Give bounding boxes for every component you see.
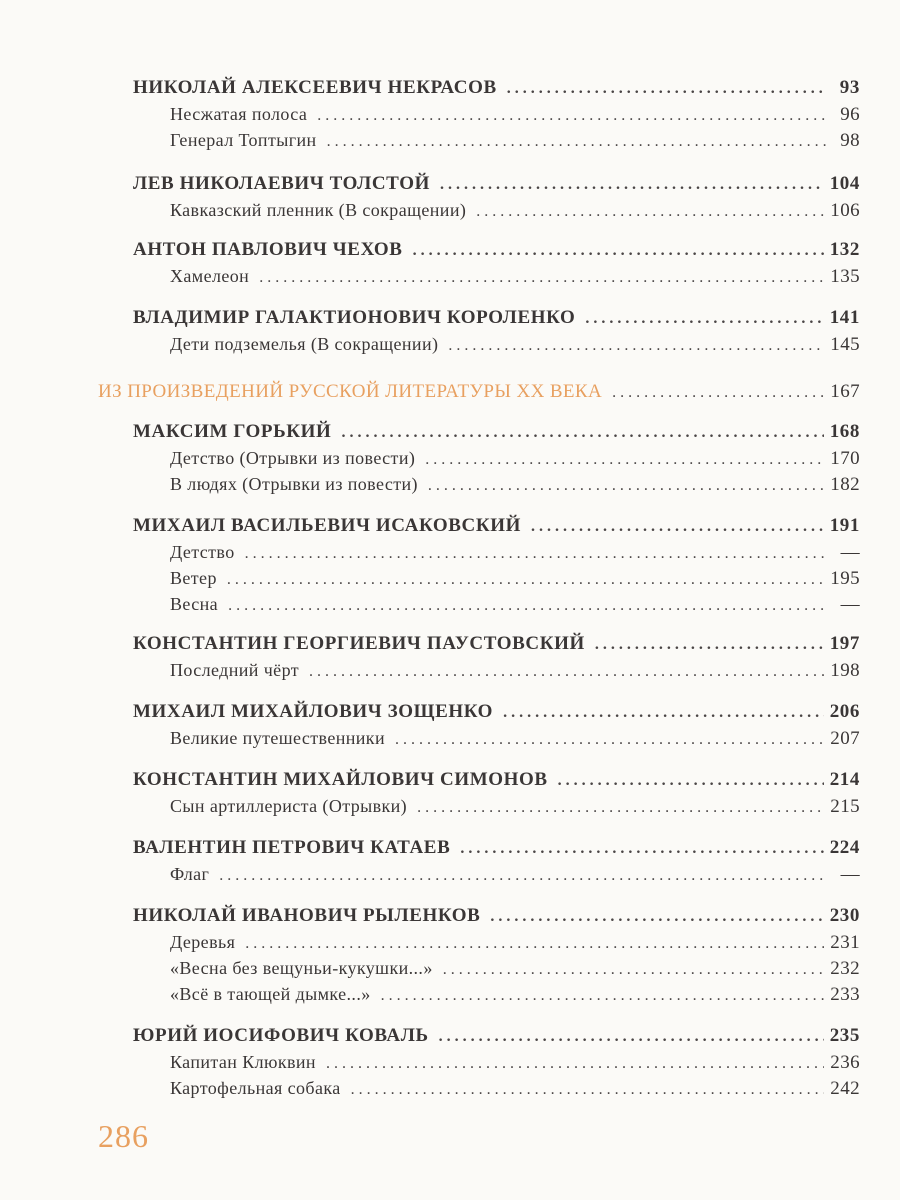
entry-title: «Весна без вещуньи-кукушки...» — [170, 958, 433, 978]
toc-author-entry — [133, 766, 860, 794]
dot-leader — [460, 835, 823, 863]
entry-page: 170 — [830, 448, 860, 469]
entry-title: ЮРИЙ ИОСИФОВИЧ КОВАЛЬ — [133, 1025, 429, 1046]
dot-leader — [228, 592, 826, 620]
dot-leader — [259, 264, 824, 292]
entry-page: 242 — [830, 1078, 860, 1099]
entry-page: 182 — [830, 474, 860, 495]
entry-page: 235 — [829, 1025, 860, 1046]
entry-title: Деревья — [170, 932, 236, 952]
entry-title: Весна — [170, 594, 219, 614]
entry-title: КОНСТАНТИН МИХАЙЛОВИЧ СИМОНОВ — [133, 769, 548, 790]
dot-leader — [309, 658, 824, 686]
dot-leader — [440, 171, 824, 199]
toc-work-entry — [170, 330, 860, 358]
toc-work-entry — [170, 564, 860, 592]
entry-page: — — [840, 864, 860, 885]
entry-page: 96 — [840, 104, 860, 125]
entry-title: ЛЕВ НИКОЛАЕВИЧ ТОЛСТОЙ — [133, 173, 430, 194]
entry-page: 206 — [829, 701, 860, 722]
entry-page: 197 — [829, 633, 860, 654]
toc-author-entry — [133, 74, 860, 102]
entry-page: 168 — [829, 421, 860, 442]
dot-leader — [612, 379, 824, 407]
entry-title: НИКОЛАЙ ИВАНОВИЧ РЫЛЕНКОВ — [133, 905, 481, 926]
entry-title: Хамелеон — [170, 266, 250, 286]
toc-work-entry — [170, 1074, 860, 1102]
entry-page: 145 — [830, 334, 860, 355]
toc-work-entry — [170, 1048, 860, 1076]
entry-title: Детство (Отрывки из повести) — [170, 448, 416, 468]
entry-title: Последний чёрт — [170, 660, 299, 680]
entry-page: 230 — [829, 905, 860, 926]
entry-title: Великие путешественники — [170, 728, 385, 748]
entry-page: 106 — [830, 200, 860, 221]
entry-page: 104 — [829, 173, 860, 194]
entry-title: АНТОН ПАВЛОВИЧ ЧЕХОВ — [133, 239, 403, 260]
entry-page: — — [840, 594, 860, 615]
entry-title: Несжатая полоса — [170, 104, 308, 124]
entry-title: МИХАИЛ ВАСИЛЬЕВИЧ ИСАКОВСКИЙ — [133, 515, 522, 536]
entry-title: Картофельная собака — [170, 1078, 341, 1098]
toc-work-entry — [170, 100, 860, 128]
toc-work-entry — [170, 590, 860, 618]
toc-author-entry — [133, 902, 860, 930]
dot-leader — [417, 794, 824, 822]
entry-page: 191 — [829, 515, 860, 536]
entry-page: 132 — [829, 239, 860, 260]
entry-title: В людях (Отрывки из повести) — [170, 474, 418, 494]
entry-title: НИКОЛАЙ АЛЕКСЕЕВИЧ НЕКРАСОВ — [133, 77, 497, 98]
entry-title: Капитан Клюквин — [170, 1052, 316, 1072]
toc-author-entry — [133, 834, 860, 862]
dot-leader — [503, 699, 824, 727]
entry-page: 215 — [830, 796, 860, 817]
dot-leader — [490, 903, 823, 931]
toc-work-entry — [170, 470, 860, 498]
entry-title: Кавказский пленник (В сокращении) — [170, 200, 467, 220]
dot-leader — [327, 128, 826, 156]
entry-title: Дети подземелья (В сокращении) — [170, 334, 439, 354]
toc-author-entry — [133, 236, 860, 264]
toc-work-entry — [170, 724, 860, 752]
toc-work-entry — [170, 196, 860, 224]
toc-work-entry — [170, 928, 860, 956]
entry-title: Сын артиллериста (Отрывки) — [170, 796, 408, 816]
entry-title: Ветер — [170, 568, 217, 588]
toc-author-entry — [133, 418, 860, 446]
toc-author-entry — [133, 1022, 860, 1050]
toc-author-entry — [133, 630, 860, 658]
entry-title: МИХАИЛ МИХАЙЛОВИЧ ЗОЩЕНКО — [133, 701, 494, 722]
toc-section-entry — [98, 378, 860, 406]
entry-page: 135 — [830, 266, 860, 287]
dot-leader — [448, 332, 824, 360]
toc-work-entry — [170, 656, 860, 684]
entry-title: Детство — [170, 542, 235, 562]
entry-page: 198 — [830, 660, 860, 681]
dot-leader — [585, 305, 823, 333]
entry-page: 232 — [830, 958, 860, 979]
toc-author-entry — [133, 304, 860, 332]
toc-work-entry — [170, 262, 860, 290]
dot-leader — [507, 75, 826, 103]
toc-work-entry — [170, 860, 860, 888]
entry-title: МАКСИМ ГОРЬКИЙ — [133, 421, 332, 442]
entry-page: 214 — [829, 769, 860, 790]
dot-leader — [351, 1076, 825, 1104]
entry-page: 141 — [829, 307, 860, 328]
entry-title: «Всё в тающей дымке...» — [170, 984, 371, 1004]
entry-title: Флаг — [170, 864, 210, 884]
dot-leader — [595, 631, 824, 659]
entry-page: 93 — [839, 77, 860, 98]
dot-leader — [381, 982, 825, 1010]
dot-leader — [476, 198, 824, 226]
entry-page: 231 — [830, 932, 860, 953]
dot-leader — [531, 513, 824, 541]
toc-work-entry — [170, 444, 860, 472]
dot-leader — [413, 237, 824, 265]
entry-title: ВАЛЕНТИН ПЕТРОВИЧ КАТАЕВ — [133, 837, 451, 858]
toc-work-entry — [170, 980, 860, 1008]
entry-title: ВЛАДИМИР ГАЛАКТИОНОВИЧ КОРОЛЕНКО — [133, 307, 576, 328]
entry-page: 195 — [830, 568, 860, 589]
dot-leader — [428, 472, 824, 500]
entry-page: 233 — [830, 984, 860, 1005]
dot-leader — [219, 862, 826, 890]
entry-title: Генерал Топтыгин — [170, 130, 317, 150]
toc-author-entry — [133, 512, 860, 540]
entry-page: 236 — [830, 1052, 860, 1073]
toc-work-entry — [170, 792, 860, 820]
dot-leader — [558, 767, 824, 795]
entry-title: ИЗ ПРОИЗВЕДЕНИЙ РУССКОЙ ЛИТЕРАТУРЫ XX ВЕКА — [98, 381, 603, 402]
page-number: 286 — [98, 1118, 149, 1154]
dot-leader — [395, 726, 824, 754]
dot-leader — [439, 1023, 824, 1051]
toc-work-entry — [170, 126, 860, 154]
entry-page: 224 — [829, 837, 860, 858]
entry-title: КОНСТАНТИН ГЕОРГИЕВИЧ ПАУСТОВСКИЙ — [133, 633, 585, 654]
entry-page: 167 — [830, 381, 860, 402]
dot-leader — [341, 419, 823, 447]
entry-page: — — [840, 542, 860, 563]
toc-author-entry — [133, 170, 860, 198]
entry-page: 207 — [830, 728, 860, 749]
entry-page: 98 — [840, 130, 860, 151]
toc-work-entry — [170, 954, 860, 982]
toc-work-entry — [170, 538, 860, 566]
toc-author-entry — [133, 698, 860, 726]
